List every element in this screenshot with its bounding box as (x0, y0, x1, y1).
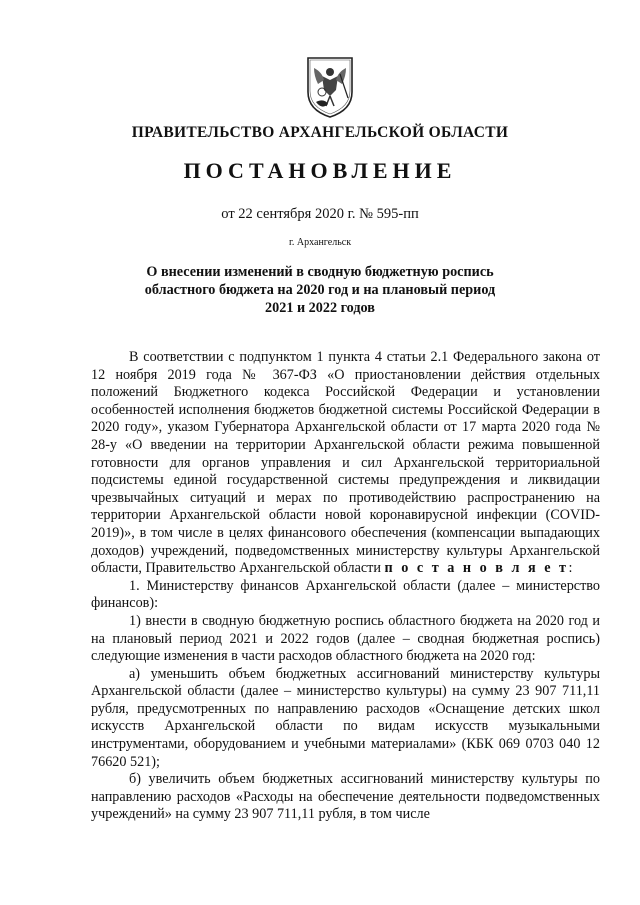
date-and-number: от 22 сентября 2020 г. № 595-пп (221, 206, 419, 222)
preamble-paragraph (91, 349, 600, 578)
paragraph-item-b: б) увеличить объем бюджетных ассигнований министерству культуры по направлению расходов «Расходы на обеспечение деятельности подведомственных учреждений» на сумму 23 907 711,11 рубля, в том числе (91, 771, 600, 823)
coat-of-arms-emblem (300, 54, 360, 120)
title-line: 2021 и 2022 годов (265, 300, 375, 316)
decree-colon: : (568, 560, 573, 577)
organization-name: ПРАВИТЕЛЬСТВО АРХАНГЕЛЬСКОЙ ОБЛАСТИ (131, 124, 509, 141)
title-line: областного бюджета на 2020 год и на плановый период (144, 282, 496, 298)
paragraph-item-1: 1. Министерству финансов Архангельской области (далее – министерство финансов): (91, 577, 600, 612)
paragraph-item-a: а) уменьшить объем бюджетных ассигнований министерству культуры Архангельской области (далее – министерство культуры) на сумму 23 907 711,11 рубля, предусмотренных по направлению расходов «Оснащение детских школ искусств Архангельской области по видам искусств музыкальными инструментами, оборудованием и учебными материалами» (КБК 069 0703 040 12 76620 521); (91, 665, 600, 770)
document-body (91, 349, 600, 824)
paragraph-item-1-1: 1) внести в сводную бюджетную роспись областного бюджета на 2020 год и на плановый период 2021 и 2022 годов (далее – сводная бюджетная роспись) следующие изменения в части расходов областного бюджета на 2020 год: (91, 612, 600, 665)
city: г. Архангельск (288, 237, 352, 248)
preamble-text: В соответствии с подпунктом 1 пункта 4 статьи 2.1 Федерального закона от 12 ноября 2019 года № 367-ФЗ «О приостановлении действия отдельных положений Бюджетного кодекса Российской Федерации и установлении особенностей исполнения бюджетов бюджетной системы Российской Федерации в 2020 году», указом Губернатора Архангельской области от 17 марта 2020 года № 28-у «О введении на территории Архангельской области режима повышенной готовности для органов управления и сил Архангельской территориальной подсистемы единой государственной системы предупреждения и ликвидации чрезвычайных ситуаций и мерах по противодействию распространению на территории Архангельской области новой коронавирусной инфекции (COVID-2019)», в том числе в целях финансового обеспечения (компенсации выпадающих доходов) учреждений, подведомственных министерству культуры Архангельской области, Правительство Архангельской области (91, 349, 600, 577)
document-type: ПОСТАНОВЛЕНИЕ (183, 158, 457, 183)
document-title (0, 263, 640, 317)
title-line: О внесении изменений в сводную бюджетную роспись (146, 264, 494, 280)
decree-word: п о с т а н о в л я е т (384, 560, 569, 577)
